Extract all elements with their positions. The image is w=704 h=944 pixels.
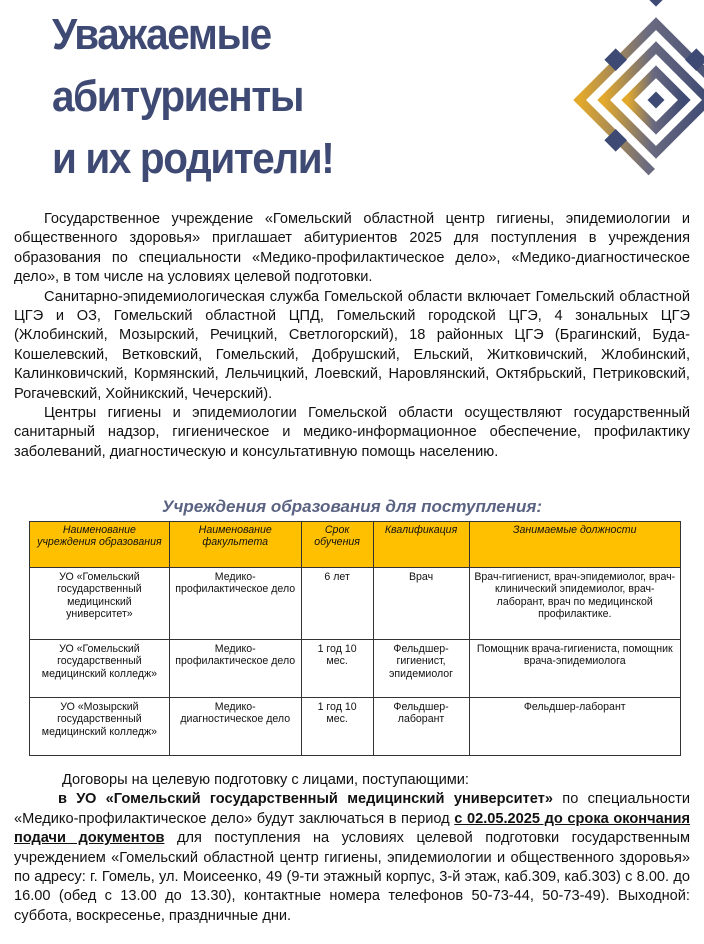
title-line-3: и их родители! bbox=[52, 134, 334, 183]
page-title bbox=[52, 4, 438, 190]
cell-faculty: Медико-профилактическое дело bbox=[169, 640, 301, 698]
paragraph-functions: Центры гигиены и эпидемиологии Гомельской области осуществляют государственный санитарный надзор, гигиеническое и медико-информационное обеспечение, профилактику заболеваний, диагностическую и консультативную помощь населению. bbox=[14, 405, 690, 460]
table-row bbox=[30, 698, 681, 756]
education-table bbox=[29, 521, 681, 756]
cell-positions: Врач-гигиенист, врач-эпидемиолог, врач-клинический эпидемиолог, врач-лаборант, врач по медицинской профилактике. bbox=[469, 568, 681, 640]
contract-period: с 02.05.2025 до срока окончания подачи документов bbox=[14, 810, 690, 847]
cell-qualification: Фельдшер-гигиенист, эпидемиолог bbox=[373, 640, 469, 698]
table-title: Учреждения образования для поступления: bbox=[161, 497, 543, 516]
cell-positions: Фельдшер-лаборант bbox=[469, 698, 681, 756]
title-line-2: абитуриенты bbox=[52, 72, 304, 121]
cell-qualification: Врач bbox=[373, 568, 469, 640]
cell-faculty: Медико-диагностическое дело bbox=[169, 698, 301, 756]
cell-duration: 1 год 10 мес. bbox=[301, 698, 373, 756]
table-row bbox=[30, 640, 681, 698]
cell-duration: 6 лет bbox=[301, 568, 373, 640]
contract-text-2: для поступления на условиях целевой подготовки государственным учреждением «Гомельский областной центр гигиены, эпидемиологии и общественного здоровья» по адресу: г. Гомель, ул. Моисеенко, 49 (9-ти этажный корпус, 3-й этаж, каб.309, каб.303) с 8.00. до 16.00 (обед с 13.00 до 13.30), контактные номера телефонов 50-73-44, 50-73-49). Выходной: суббота, воскресенье, праздничные дни. bbox=[14, 830, 690, 924]
cell-institution: УО «Гомельский государственный медицинский колледж» bbox=[30, 640, 170, 698]
cell-faculty: Медико-профилактическое дело bbox=[169, 568, 301, 640]
contract-text-1: по специальности «Медико-профилактическое дело» будут заключаться в период bbox=[14, 791, 691, 827]
header-positions: Занимаемые должности bbox=[469, 522, 681, 568]
cell-positions: Помощник врача-гигиениста, помощник врача-эпидемиолога bbox=[469, 640, 681, 698]
paragraph-service: Санитарно-эпидемиологическая служба Гомельской области включает Гомельский областной ЦГЭ и ОЗ, Гомельский областной ЦПД, Гомельский городской ЦГЭ, 4 зональных ЦГЭ (Жлобинский, Мозырский, Речицкий, Светлогорский), 18 районных ЦГЭ (Брагинский, Буда-Кошелевский, Ветковский, Гомельский, Добрушский, Ельский, Житковичский, Жлобинский, Калинковичский, Кормянский, Лельчицкий, Лоевский, Наровлянский, Октябрьский, Петриковский, Рогачевский, Хойникский, Чечерский). bbox=[14, 288, 690, 402]
header-faculty: Наименование факультета bbox=[169, 522, 301, 568]
cell-institution: УО «Гомельский государственный медицинский университет» bbox=[30, 568, 170, 640]
header-institution: Наименование учреждения образования bbox=[30, 522, 170, 568]
contract-intro: Договоры на целевую подготовку с лицами, поступающими: bbox=[62, 772, 469, 788]
header-duration: Срок обучения bbox=[301, 522, 373, 568]
header-qualification: Квалификация bbox=[373, 522, 469, 568]
cell-institution: УО «Мозырский государственный медицинский колледж» bbox=[30, 698, 170, 756]
intro-text bbox=[14, 210, 690, 462]
contract-details bbox=[14, 790, 690, 926]
ornament-decoration bbox=[556, 0, 704, 190]
contract-university: в УО «Гомельский государственный медицинский университет» bbox=[58, 791, 553, 808]
cell-qualification: Фельдшер-лаборант bbox=[373, 698, 469, 756]
table-row bbox=[30, 568, 681, 640]
cell-duration: 1 год 10 мес. bbox=[301, 640, 373, 698]
table-header-row bbox=[30, 522, 681, 568]
paragraph-invitation: Государственное учреждение «Гомельский областной центр гигиены, эпидемиологии и общественного здоровья» приглашает абитуриентов 2025 для поступления в учреждения образования по специальности «Медико-профилактическое дело», «Медико-диагностическое дело», в том числе на условиях целевой подготовки. bbox=[14, 211, 690, 286]
title-line-1: Уважаемые bbox=[52, 10, 271, 59]
contract-info bbox=[14, 771, 690, 926]
